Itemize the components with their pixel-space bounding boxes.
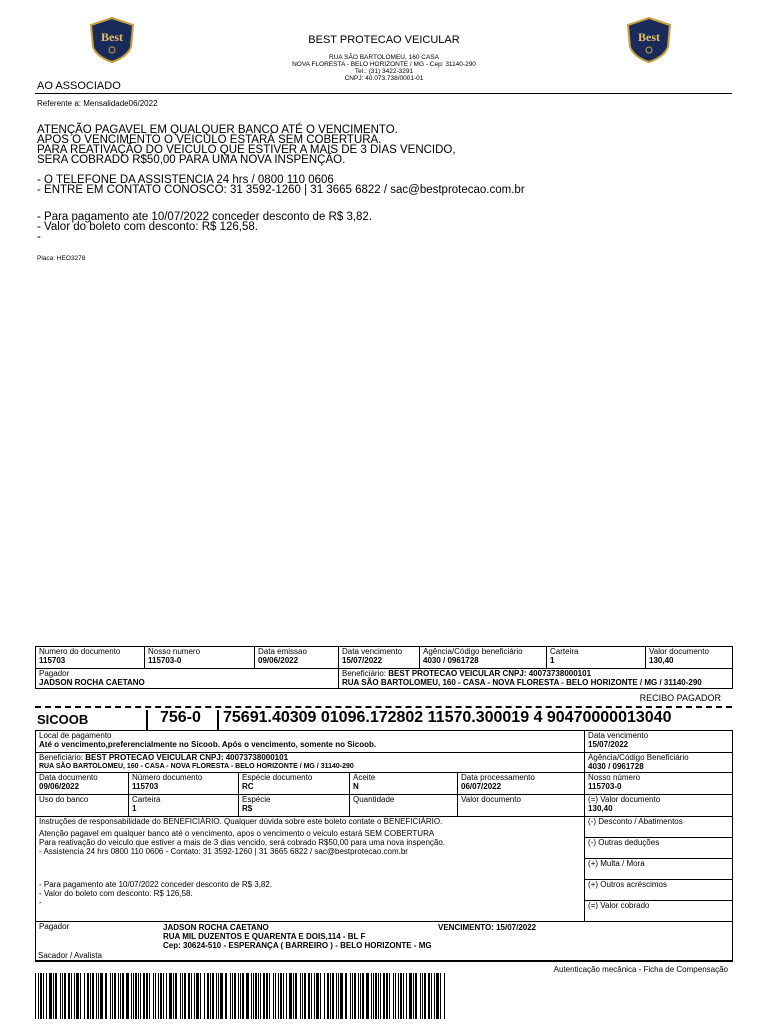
barcode-bar [35, 973, 36, 1019]
barcode-bar [295, 973, 297, 1019]
label: Data emissao [258, 647, 307, 656]
instructions-label: Instruções de responsabilidade do BENEFICIÁRIO. Qualquer dúvida sobre este boleto contate o BENEFICIÁRIO. [39, 817, 443, 826]
notice-line: SERA COBRADO R$50,00 PARA UMA NOVA INSPENÇÃO. [37, 154, 346, 166]
due-date: 15/07/2022 [342, 656, 383, 665]
barcode-bar [140, 973, 141, 1019]
beneficiary: BEST PROTECAO VEICULAR CNPJ: 40073738000101 [388, 669, 592, 678]
barcode-bar [120, 973, 121, 1019]
label: Nosso numero [148, 647, 201, 656]
payment-location: Até o vencimento,preferencialmente no Sicoob. Após o vencimento, somente no Sicoob. [39, 740, 377, 749]
barcode-bar [112, 973, 113, 1019]
barcode-bar [71, 973, 72, 1019]
deductions-label: (-) Outras deduções [588, 838, 660, 847]
agency-code: 4030 / 0961728 [423, 656, 479, 665]
fine-label: (+) Multa / Mora [588, 859, 645, 868]
barcode-bar [409, 973, 412, 1019]
notice-block [37, 125, 525, 242]
label: Data vencimento [342, 647, 403, 656]
barcode-bar [380, 973, 381, 1019]
barcode-bar [173, 973, 174, 1019]
barcode-bar [240, 973, 241, 1019]
notice-line: - O TELEFONE DA ASSISTENCIA 24 hrs / 0800 110 0606 [37, 174, 334, 186]
nosso-numero: 115703-0 [148, 656, 182, 665]
barcode-bar [38, 973, 39, 1019]
notice-line: - Valor do boleto com desconto: R$ 126,58. [37, 221, 258, 233]
barcode-bar [269, 973, 270, 1019]
barcode-bar [302, 973, 303, 1019]
barcode-bar [131, 973, 132, 1019]
barcode-bar [194, 973, 195, 1019]
document-type: RC [242, 782, 254, 791]
company-phone: Tel.: (31) 3422-3291 [354, 68, 414, 75]
barcode-bar [273, 973, 274, 1019]
instruction-line: Atenção pagavel em qualquer banco até o vencimento, apos o vencimento o veiculo estará SEM COBERTURA [39, 829, 435, 838]
barcode-bar [46, 973, 47, 1019]
company-address-2: NOVA FLORESTA - BELO HORIZONTE / MG - Cep: 31140-290 [292, 61, 476, 68]
barcode-bar [300, 973, 301, 1019]
barcode-bar [350, 973, 351, 1019]
barcode-bar [354, 973, 356, 1019]
label: Data processamento [461, 773, 535, 782]
cut-line [35, 706, 732, 708]
barcode-bar [386, 973, 388, 1019]
barcode-bar [358, 973, 359, 1019]
barcode-bar [138, 973, 139, 1019]
payer-city: Cep: 30624-510 - ESPERANÇA ( BARREIRO ) - BELO HORIZONTE - MG [163, 941, 432, 950]
barcode-bar [373, 973, 374, 1019]
barcode-bar [424, 973, 426, 1019]
barcode-bar [395, 973, 396, 1019]
boleto-table [35, 730, 733, 962]
barcode-bar [62, 973, 63, 1019]
label: Carteira [550, 647, 579, 656]
label: Carteira [132, 795, 161, 804]
barcode-bar [263, 973, 265, 1019]
barcode-bar [340, 973, 343, 1019]
barcode-bar [160, 973, 162, 1019]
barcode-bar [330, 973, 331, 1019]
barcode-bar [146, 973, 148, 1019]
reference: Referente a: Mensalidade06/2022 [37, 99, 158, 108]
label: Agência/Código beneficiário [423, 647, 523, 656]
currency: R$ [242, 804, 253, 813]
logo-text: Best [101, 30, 123, 44]
barcode-bar [43, 973, 44, 1019]
barcode-bar [275, 973, 276, 1019]
label: Espécie documento [242, 773, 313, 782]
label: Beneficiário: [342, 669, 387, 678]
barcode-bar [422, 973, 423, 1019]
barcode-bar [135, 973, 137, 1019]
label: (=) Valor documento [588, 795, 661, 804]
barcode-bar [251, 973, 252, 1019]
barcode-bar [403, 973, 404, 1019]
label: Aceite [353, 773, 376, 782]
barcode-bar [324, 973, 325, 1019]
label: Agência/Código Beneficiário [588, 753, 689, 762]
notice-line: ATENÇÃO PAGAVEL EM QUALQUER BANCO ATÉ O VENCIMENTO. [37, 124, 398, 136]
barcode-bar [126, 973, 129, 1019]
plate: Placa: HEO3278 [37, 255, 86, 262]
barcode-bar [122, 973, 124, 1019]
barcode-bar [92, 973, 94, 1019]
barcode-bar [76, 973, 79, 1019]
discount-label: (-) Desconto / Abatimentos [588, 817, 683, 826]
label: Número documento [132, 773, 203, 782]
label: Pagador [39, 922, 70, 931]
barcode-bar [100, 973, 103, 1019]
instruction-line: - Valor do boleto com desconto: R$ 126,58. [39, 889, 193, 898]
aceite: N [353, 782, 359, 791]
barcode-bar [362, 973, 364, 1019]
barcode-bar [118, 973, 119, 1019]
receipt-table [35, 646, 733, 689]
barcode-bar [440, 973, 441, 1019]
barcode-bar [283, 973, 284, 1019]
barcode-bar [444, 973, 445, 1019]
barcode-bar [188, 973, 190, 1019]
logo-text: Best [638, 30, 660, 44]
barcode-bar [383, 973, 385, 1019]
label: Valor documento [649, 647, 709, 656]
issue-date: 09/06/2022 [258, 656, 299, 665]
barcode-bar [153, 973, 154, 1019]
notice-line: - ENTRE EM CONTATO CONOSCO: 31 3592-1260 | 31 3665 6822 / sac@bestprotecao.com.br [37, 184, 525, 196]
label: Pagador [39, 669, 70, 678]
carteira: 1 [550, 656, 555, 665]
barcode-bar [278, 973, 279, 1019]
barcode-bar [378, 973, 379, 1019]
barcode-bar [216, 973, 217, 1019]
barcode-bar [293, 973, 294, 1019]
barcode-bar [280, 973, 282, 1019]
notice-line: APOS O VENCIMENTO O VEICULO ESTARÁ SEM COBERTURA. [37, 134, 382, 146]
barcode-bar [316, 973, 319, 1019]
separator [146, 710, 148, 730]
barcode-bar [207, 973, 209, 1019]
barcode [35, 973, 455, 1019]
barcode-bar [191, 973, 192, 1019]
barcode-bar [158, 973, 159, 1019]
barcode-bar [428, 973, 430, 1019]
additions-label: (+) Outros acréscimos [588, 880, 667, 889]
barcode-bar [80, 973, 81, 1019]
barcode-bar [255, 973, 257, 1019]
barcode-bar [230, 973, 231, 1019]
agency-code: 4030 / 0961728 [588, 762, 644, 771]
barcode-bar [180, 973, 181, 1019]
barcode-bar [398, 973, 399, 1019]
barcode-bar [371, 973, 372, 1019]
barcode-bar [53, 973, 54, 1019]
barcode-bar [389, 973, 390, 1019]
due-date-footer: VENCIMENTO: 15/07/2022 [438, 923, 537, 932]
barcode-bar [314, 973, 315, 1019]
carteira: 1 [132, 804, 137, 813]
barcode-bar [436, 973, 439, 1019]
barcode-bar [232, 973, 233, 1019]
label: Data vencimento [588, 731, 649, 740]
barcode-bar [431, 973, 432, 1019]
barcode-bar [175, 973, 177, 1019]
barcode-bar [286, 973, 287, 1019]
barcode-bar [87, 973, 89, 1019]
barcode-bar [149, 973, 150, 1019]
barcode-bar [84, 973, 85, 1019]
bank-code: 756-0 [160, 709, 201, 726]
barcode-bar [253, 973, 254, 1019]
barcode-bar [60, 973, 61, 1019]
barcode-bar [182, 973, 183, 1019]
barcode-bar [413, 973, 414, 1019]
digitable-line: 75691.40309 01096.172802 11570.300019 4 90470000013040 [223, 709, 672, 726]
bank-name: SICOOB [37, 712, 89, 727]
barcode-bar [105, 973, 107, 1019]
barcode-bar [320, 973, 321, 1019]
due-date: 15/07/2022 [588, 740, 629, 749]
document-value: 130,40 [588, 804, 613, 813]
notice-line: - [37, 231, 41, 243]
footer-divider [35, 960, 732, 961]
label: Quantidade [353, 795, 395, 804]
label: Data documento [39, 773, 98, 782]
company-name: BEST PROTECAO VEICULAR [308, 34, 460, 46]
document-number: 115703 [132, 782, 159, 791]
barcode-bar [210, 973, 211, 1019]
instruction-line: - [39, 898, 42, 907]
barcode-bar [304, 973, 306, 1019]
barcode-bar [143, 973, 145, 1019]
barcode-bar [204, 973, 205, 1019]
barcode-bar [49, 973, 52, 1019]
charged-value-label: (=) Valor cobrado [588, 901, 650, 910]
label: Espécie [242, 795, 271, 804]
barcode-bar [225, 973, 227, 1019]
recipient-label: AO ASSOCIADO [37, 80, 121, 92]
barcode-bar [169, 973, 172, 1019]
separator [217, 710, 219, 730]
barcode-bar [55, 973, 57, 1019]
instruction-line: - Assistencia 24 hrs 0800 110 0606 - Contato: 31 3592-1260 | 31 3665 6822 / sac@bestprotecao.com.br [39, 847, 408, 856]
barcode-bar [98, 973, 99, 1019]
barcode-bar [40, 973, 42, 1019]
barcode-bar [260, 973, 261, 1019]
notice-line: - Para pagamento ate 10/07/2022 conceder desconto de R$ 3,82. [37, 211, 373, 223]
barcode-bar [258, 973, 259, 1019]
label: Local de pagamento [39, 731, 112, 740]
barcode-bar [242, 973, 244, 1019]
payer-name: JADSON ROCHA CAETANO [39, 678, 145, 687]
barcode-bar [327, 973, 329, 1019]
barcode-bar [311, 973, 312, 1019]
barcode-bar [200, 973, 201, 1019]
barcode-bar [400, 973, 402, 1019]
label: Valor documento [461, 795, 521, 804]
barcode-bar [68, 973, 70, 1019]
barcode-bar [218, 973, 219, 1019]
document-number: 115703 [39, 656, 66, 665]
notice-line: PARA REATIVAÇÃO DO VEICULO QUE ESTIVER A MAIS DE 3 DIAS VENCIDO, [37, 144, 456, 156]
document-date: 09/06/2022 [39, 782, 80, 791]
barcode-bar [336, 973, 337, 1019]
barcode-bar [212, 973, 214, 1019]
barcode-bar [196, 973, 199, 1019]
barcode-bar [163, 973, 164, 1019]
barcode-bar [352, 973, 353, 1019]
barcode-bar [434, 973, 435, 1019]
header-divider [35, 93, 732, 94]
barcode-bar [110, 973, 111, 1019]
beneficiary: BEST PROTECAO VEICULAR CNPJ: 40073738000101 [85, 753, 289, 762]
barcode-bar [338, 973, 339, 1019]
document-value: 130,40 [649, 656, 674, 665]
authentication-label: Autenticação mecânica - Ficha de Compensação [553, 965, 728, 974]
barcode-bar [266, 973, 268, 1019]
label: Uso do banco [39, 795, 89, 804]
barcode-bar [360, 973, 361, 1019]
barcode-bar [332, 973, 334, 1019]
barcode-bar [238, 973, 239, 1019]
barcode-bar [415, 973, 417, 1019]
nosso-numero: 115703-0 [588, 782, 622, 791]
instruction-line: - Para pagamento ate 10/07/2022 conceder desconto de R$ 3,82. [39, 880, 273, 889]
barcode-bar [90, 973, 91, 1019]
processing-date: 06/07/2022 [461, 782, 502, 791]
barcode-bar [345, 973, 347, 1019]
instruction-line: Para reativação do veiculo que estiver a mais de 3 dias vencido, será cobrado R$50,00 para uma nova inspenção. [39, 838, 446, 847]
label: Nosso número [588, 773, 641, 782]
barcode-bar [184, 973, 186, 1019]
barcode-bar [220, 973, 223, 1019]
barcode-bar [366, 973, 369, 1019]
company-address-1: RUA SÃO BARTOLOMEU, 160 CASA [329, 54, 439, 61]
barcode-bar [133, 973, 134, 1019]
company-cnpj: CNPJ: 40.073.738/0001-01 [344, 75, 424, 82]
barcode-bar [420, 973, 421, 1019]
barcode-bar [234, 973, 236, 1019]
payer-address: RUA MIL DUZENTOS E QUARENTA E DOIS,114 - BL F [163, 932, 366, 941]
barcode-bar [166, 973, 167, 1019]
label: Numero do documento [39, 647, 121, 656]
barcode-bar [406, 973, 407, 1019]
beneficiary-address: RUA SÃO BARTOLOMEU, 160 - CASA - NOVA FLORESTA - BELO HORIZONTE / MG / 31140-290 [342, 678, 702, 687]
sacador-label: Sacador / Avalista [38, 951, 102, 960]
barcode-bar [308, 973, 310, 1019]
barcode-bar [114, 973, 116, 1019]
label: Beneficiário: [39, 753, 84, 762]
barcode-bar [155, 973, 156, 1019]
barcode-bar [64, 973, 66, 1019]
beneficiary-address: RUA SÃO BARTOLOMEU, 160 - CASA - NOVA FLORESTA - BELO HORIZONTE / MG / 31140-290 [39, 763, 354, 770]
barcode-bar [393, 973, 394, 1019]
barcode-bar [74, 973, 75, 1019]
recibo-pagador: RECIBO PAGADOR [639, 693, 721, 703]
barcode-bar [246, 973, 249, 1019]
barcode-bar [375, 973, 377, 1019]
payer-name: JADSON ROCHA CAETANO [163, 923, 269, 932]
barcode-bar [96, 973, 97, 1019]
barcode-bar [289, 973, 292, 1019]
